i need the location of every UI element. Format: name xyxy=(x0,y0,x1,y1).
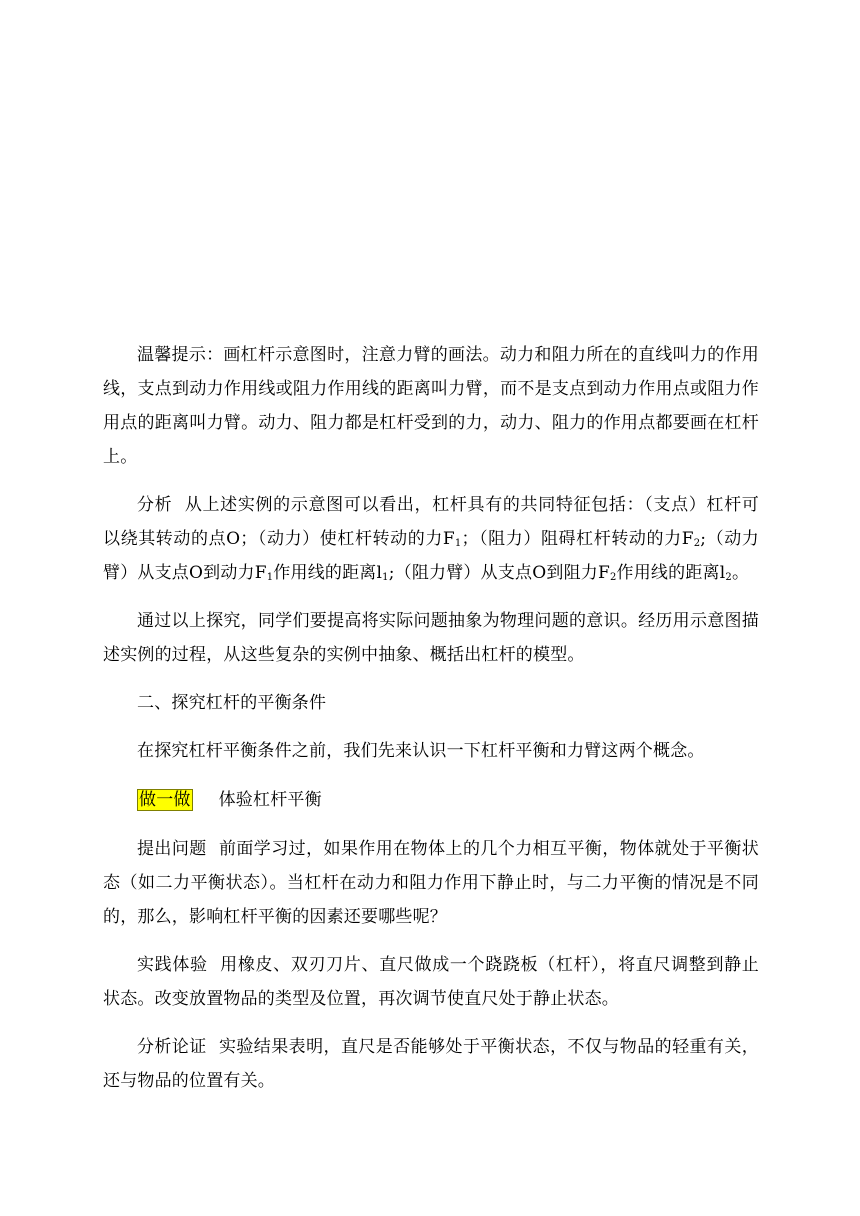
question-text: 前面学习过，如果作用在物体上的几个力相互平衡，物体就处于平衡状态（如二力平衡状态）。当杠杆在动力和阻力作用下静止时，与二力平衡的情况是不同的，那么，影响杠杆平衡的因素还要哪些呢？ xyxy=(103,839,759,927)
analysis-text: 作用线的距离l xyxy=(616,563,726,583)
practice-paragraph xyxy=(103,948,759,1016)
tip-text: 温馨提示：画杠杆示意图时，注意力臂的画法。动力和阻力所在的直线叫力的作用线，支点到动力作用线或阻力作用线的距离叫力臂，而不是支点到动力作用点或阻力作用点的距离叫力臂。动力、阻力都是杠杆受到的力，动力、阻力的作用点都要画在杠杆上。 xyxy=(103,345,759,467)
section-heading xyxy=(103,686,759,720)
document-page xyxy=(103,0,759,1216)
analysis-text: ;（动力臂）从支点O到动力F xyxy=(103,529,759,583)
subscript: 2 xyxy=(725,572,732,583)
conclusion-paragraph xyxy=(103,1030,759,1098)
analysis-text: 从上述实例的示意图可以看出，杠杆具有的共同特征包括：（支点）杠杆可以绕其转动的点O；（动力）使杠杆转动的力F xyxy=(103,495,759,549)
subscript: 2 xyxy=(609,572,617,583)
activity-title: 体验杠杆平衡 xyxy=(218,790,322,810)
analysis-label: 分析 xyxy=(137,495,173,515)
analysis-text: ;（阻力臂）从支点O到阻力F xyxy=(388,563,610,583)
activity-line xyxy=(103,783,759,817)
tip-paragraph xyxy=(103,338,759,474)
practice-text: 用橡皮、双刃刀片、直尺做成一个跷跷板（杠杆），将直尺调整到静止状态。改变放置物品的类型及位置，再次调节使直尺处于静止状态。 xyxy=(103,955,759,1009)
analysis-paragraph xyxy=(103,488,759,590)
conclusion-text: 实验结果表明，直尺是否能够处于平衡状态，不仅与物品的轻重有关，还与物品的位置有关。 xyxy=(103,1037,759,1091)
section-heading-text: 二、探究杠杆的平衡条件 xyxy=(137,693,327,713)
conclusion-label: 分析论证 xyxy=(137,1037,207,1057)
analysis-text: ；（阻力）阻碍杠杆转动的力F xyxy=(461,529,694,549)
analysis-text: 作用线的距离l xyxy=(273,563,383,583)
practice-label: 实践体验 xyxy=(137,955,208,975)
intro-paragraph xyxy=(103,734,759,768)
subscript: 1 xyxy=(454,538,462,549)
intro-text: 在探究杠杆平衡条件之前，我们先来认识一下杠杆平衡和力臂这两个概念。 xyxy=(137,741,705,761)
activity-badge: 做一做 xyxy=(139,790,191,810)
analysis-text: 。 xyxy=(731,563,750,583)
question-label: 提出问题 xyxy=(137,839,207,859)
subscript: 2 xyxy=(693,538,701,549)
summary-paragraph xyxy=(103,604,759,672)
subscript: 1 xyxy=(382,572,389,583)
question-paragraph xyxy=(103,832,759,934)
subscript: 1 xyxy=(266,572,274,583)
summary-text: 通过以上探究，同学们要提高将实际问题抽象为物理问题的意识。经历用示意图描述实例的过程，从这些复杂的实例中抽象、概括出杠杆的模型。 xyxy=(103,611,759,665)
